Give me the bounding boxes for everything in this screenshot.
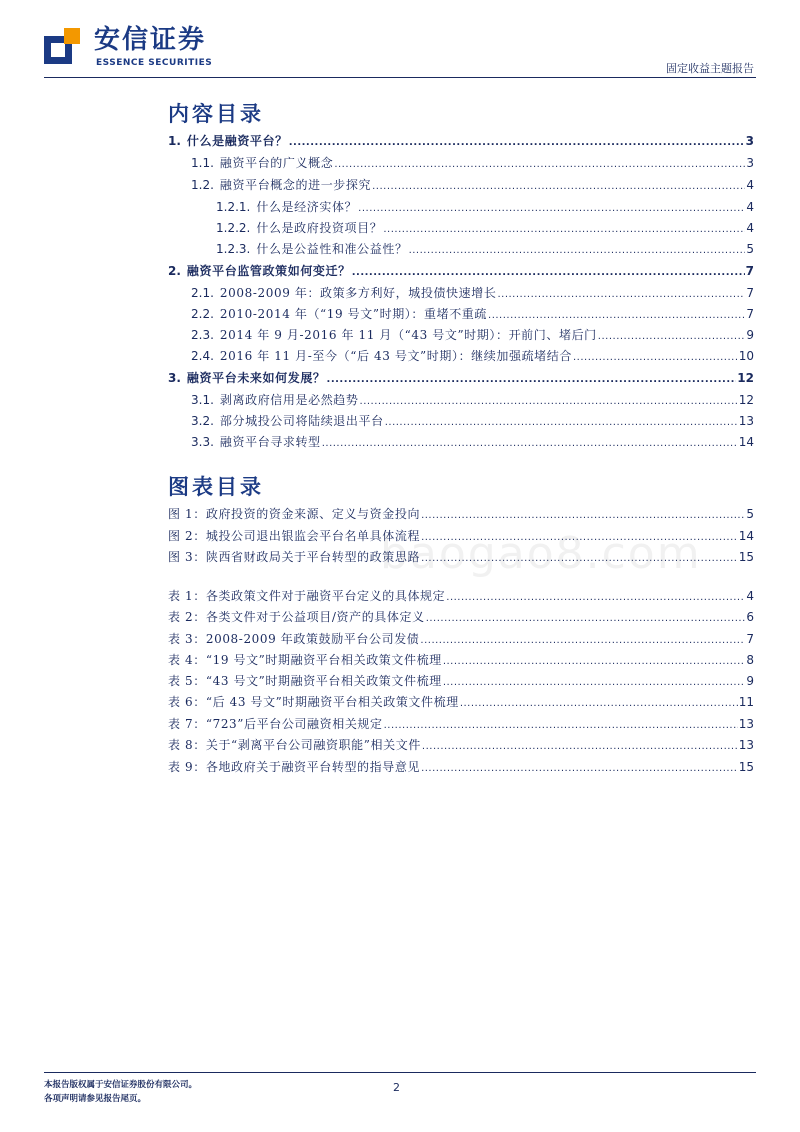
toc-entry-label [168, 716, 383, 732]
toc-entry-text: 表 5：“43 号文”时期融资平台相关政策文件梳理 [168, 674, 442, 688]
toc-entry-page: 11 [738, 695, 754, 709]
toc-leader-dots [372, 179, 745, 195]
toc-leader-dots [322, 436, 738, 452]
toc-leader-dots [422, 739, 738, 755]
toc-entry-label [216, 220, 382, 236]
header-divider [44, 77, 756, 78]
toc-entry[interactable] [216, 220, 754, 236]
contents-title: 内容目录 [168, 101, 264, 126]
toc-entry[interactable] [191, 177, 754, 193]
table-entry[interactable] [168, 759, 754, 775]
toc-entry-page: 13 [738, 414, 754, 428]
toc-entry-number: 2.1. [191, 286, 214, 300]
page-number: 2 [393, 1081, 400, 1094]
brand-name-en: ESSENCE SECURITIES [96, 58, 213, 68]
toc-entry-page: 12 [737, 371, 754, 385]
toc-entry-number: 3. [168, 371, 181, 385]
toc-entry-label [191, 327, 597, 343]
report-type: 固定收益主题报告 [666, 62, 754, 75]
toc-leader-dots [352, 265, 745, 281]
toc-leader-dots [420, 633, 745, 649]
toc-entry-text: 剥离政府信用是必然趋势 [219, 393, 359, 407]
brand-name-cn: 安信证券 [94, 25, 207, 55]
toc-leader-dots [360, 394, 738, 410]
toc-entry-page: 3 [745, 134, 754, 148]
table-entry[interactable] [168, 716, 754, 732]
toc-entry-text: 图 3：陕西省财政局关于平台转型的政策思路 [168, 550, 421, 564]
toc-entry-label [168, 652, 442, 668]
table-entry[interactable] [168, 694, 754, 710]
toc-entry-text: 2008-2009 年：政策多方利好，城投债快速增长 [219, 286, 497, 300]
toc-entry-label [168, 370, 326, 386]
toc-entry-page: 8 [746, 653, 754, 667]
toc-leader-dots [460, 696, 738, 712]
toc-entry-text: 表 1：各类政策文件对于融资平台定义的具体规定 [168, 589, 446, 603]
toc-entry-text: 融资平台未来如何发展？ [186, 371, 326, 385]
toc-leader-dots [488, 308, 745, 324]
table-entry[interactable] [168, 609, 754, 625]
page-header [0, 0, 800, 78]
toc-entry-text: 表 2：各类文件对于公益项目/资产的具体定义 [168, 610, 425, 624]
toc-entry-page: 9 [746, 328, 754, 342]
toc-entry[interactable] [191, 306, 754, 322]
toc-entry-label [191, 177, 371, 193]
toc-leader-dots [358, 201, 745, 217]
toc-leader-dots [573, 350, 738, 366]
toc-leader-dots [409, 243, 746, 259]
toc-entry-label [168, 694, 459, 710]
toc-entry[interactable] [191, 434, 754, 450]
toc-entry-text: 图 1：政府投资的资金来源、定义与资金投向 [168, 507, 421, 521]
toc-entry-text: 融资平台的广义概念 [219, 156, 334, 170]
toc-entry-page: 13 [738, 738, 754, 752]
toc-entry-label [191, 306, 487, 322]
toc-entry-number: 2. [168, 264, 181, 278]
toc-leader-dots [421, 761, 738, 777]
table-entry[interactable] [168, 631, 754, 647]
toc-entry-label [168, 588, 445, 604]
toc-entry-label [168, 737, 421, 753]
toc-entry-page: 15 [738, 760, 754, 774]
watermark: baogao8.com [380, 528, 702, 579]
toc-entry-text: 表 9：各地政府关于融资平台转型的指导意见 [168, 760, 421, 774]
toc-entry-number: 1.2.3. [216, 242, 251, 256]
toc-entry-number: 2.2. [191, 307, 214, 321]
toc-entry-page: 6 [746, 610, 754, 624]
toc-entry-label [168, 133, 288, 149]
toc-entry[interactable] [216, 241, 754, 257]
toc-entry-page: 7 [746, 632, 754, 646]
toc-entry-text: 2016 年 11 月-至今（“后 43 号文”时期）：继续加强疏堵结合 [219, 349, 572, 363]
toc-entry[interactable] [191, 392, 754, 408]
toc-entry[interactable] [191, 348, 754, 364]
toc-leader-dots [443, 654, 746, 670]
toc-entry-text: 表 6：“后 43 号文”时期融资平台相关政策文件梳理 [168, 695, 459, 709]
toc-entry[interactable] [168, 133, 754, 149]
toc-leader-dots [384, 718, 738, 734]
toc-entry-page: 13 [738, 717, 754, 731]
toc-entry-label [191, 348, 572, 364]
toc-leader-dots [385, 415, 738, 431]
toc-entry-text: 表 8：关于“剥离平台公司融资职能”相关文件 [168, 738, 421, 752]
toc-entry-label [191, 392, 359, 408]
toc-entry-page: 4 [746, 221, 754, 235]
toc-entry-text: 2010-2014 年（“19 号文”时期）：重堵不重疏 [219, 307, 488, 321]
toc-entry-label [191, 285, 496, 301]
toc-entry-text: 表 4：“19 号文”时期融资平台相关政策文件梳理 [168, 653, 442, 667]
copyright-notice: 本报告版权属于安信证券股份有限公司。 [44, 1080, 198, 1090]
toc-entry-number: 3.1. [191, 393, 214, 407]
toc-entry-text: 融资平台监管政策如何变迁？ [186, 264, 351, 278]
table-entry[interactable] [168, 588, 754, 604]
toc-entry[interactable] [191, 327, 754, 343]
table-entry[interactable] [168, 673, 754, 689]
toc-entry-text: 什么是政府投资项目？ [256, 221, 383, 235]
toc-entry-page: 14 [738, 435, 754, 449]
table-entry[interactable] [168, 737, 754, 753]
toc-entry[interactable] [191, 285, 754, 301]
toc-entry[interactable] [168, 263, 754, 279]
toc-entry-label [168, 759, 420, 775]
toc-leader-dots [421, 508, 745, 524]
toc-leader-dots [443, 675, 746, 691]
toc-entry-page: 3 [746, 156, 754, 170]
toc-leader-dots [383, 222, 745, 238]
essence-logo-icon [44, 28, 80, 64]
toc-entry-text: 融资平台概念的进一步探究 [219, 178, 372, 192]
toc-entry-label [168, 631, 419, 647]
toc-entry-page: 7 [746, 286, 754, 300]
toc-entry-page: 5 [746, 507, 754, 521]
toc-entry-text: 表 3：2008-2009 年政策鼓励平台公司发债 [168, 632, 420, 646]
toc-entry-page: 15 [738, 550, 754, 564]
toc-entry-text: 什么是经济实体？ [256, 200, 358, 214]
toc-entry-text: 表 7：“723”后平台公司融资相关规定 [168, 717, 383, 731]
toc-entry-number: 1.1. [191, 156, 214, 170]
figure-entry[interactable] [168, 506, 754, 522]
toc-entry-page: 7 [745, 264, 754, 278]
toc-entry-label [216, 199, 357, 215]
toc-entry-text: 2014 年 9 月-2016 年 11 月（“43 号文”时期）：开前门、堵后门 [219, 328, 597, 342]
toc-entry-label [168, 506, 420, 522]
toc-entry-number: 1.2.2. [216, 221, 251, 235]
toc-entry-page: 4 [746, 200, 754, 214]
toc-entry-number: 1. [168, 134, 181, 148]
toc-entry-label [168, 263, 351, 279]
toc-entry-label [191, 155, 333, 171]
toc-entry-page: 4 [746, 178, 754, 192]
toc-leader-dots [497, 287, 745, 303]
toc-entry-page: 4 [746, 589, 754, 603]
toc-entry-number: 3.3. [191, 435, 214, 449]
toc-leader-dots [598, 329, 746, 345]
toc-entry-text: 什么是公益性和准公益性？ [256, 242, 408, 256]
toc-entry-number: 2.3. [191, 328, 214, 342]
toc-entry-text: 图 2：城投公司退出银监会平台名单具体流程 [168, 529, 421, 543]
toc-entry-number: 3.2. [191, 414, 214, 428]
toc-entry-number: 2.4. [191, 349, 214, 363]
toc-entry-text: 什么是融资平台？ [186, 134, 288, 148]
toc-leader-dots [327, 372, 737, 388]
toc-entry[interactable] [168, 370, 754, 386]
toc-leader-dots [446, 590, 745, 606]
toc-leader-dots [334, 157, 745, 173]
toc-entry-page: 7 [746, 307, 754, 321]
toc-entry-page: 9 [746, 674, 754, 688]
toc-entry-page: 12 [738, 393, 754, 407]
toc-entry-page: 5 [746, 242, 754, 256]
table-entry[interactable] [168, 652, 754, 668]
toc-entry-page: 14 [738, 529, 754, 543]
toc-entry-number: 1.2. [191, 178, 214, 192]
toc-entry[interactable] [191, 155, 754, 171]
toc-entry-label [168, 609, 425, 625]
toc-entry-label [191, 434, 321, 450]
toc-entry-label [168, 673, 442, 689]
figures-title: 图表目录 [168, 474, 264, 499]
disclaimer-notice: 各项声明请参见报告尾页。 [44, 1094, 147, 1104]
toc-entry-page: 10 [738, 349, 754, 363]
toc-entry-label [191, 413, 384, 429]
toc-leader-dots [289, 135, 745, 151]
footer-divider [44, 1072, 756, 1073]
toc-entry-text: 部分城投公司将陆续退出平台 [219, 414, 384, 428]
toc-entry[interactable] [216, 199, 754, 215]
toc-entry-number: 1.2.1. [216, 200, 251, 214]
toc-leader-dots [426, 611, 746, 627]
toc-entry-label [216, 241, 408, 257]
toc-entry-text: 融资平台寻求转型 [219, 435, 321, 449]
toc-entry[interactable] [191, 413, 754, 429]
